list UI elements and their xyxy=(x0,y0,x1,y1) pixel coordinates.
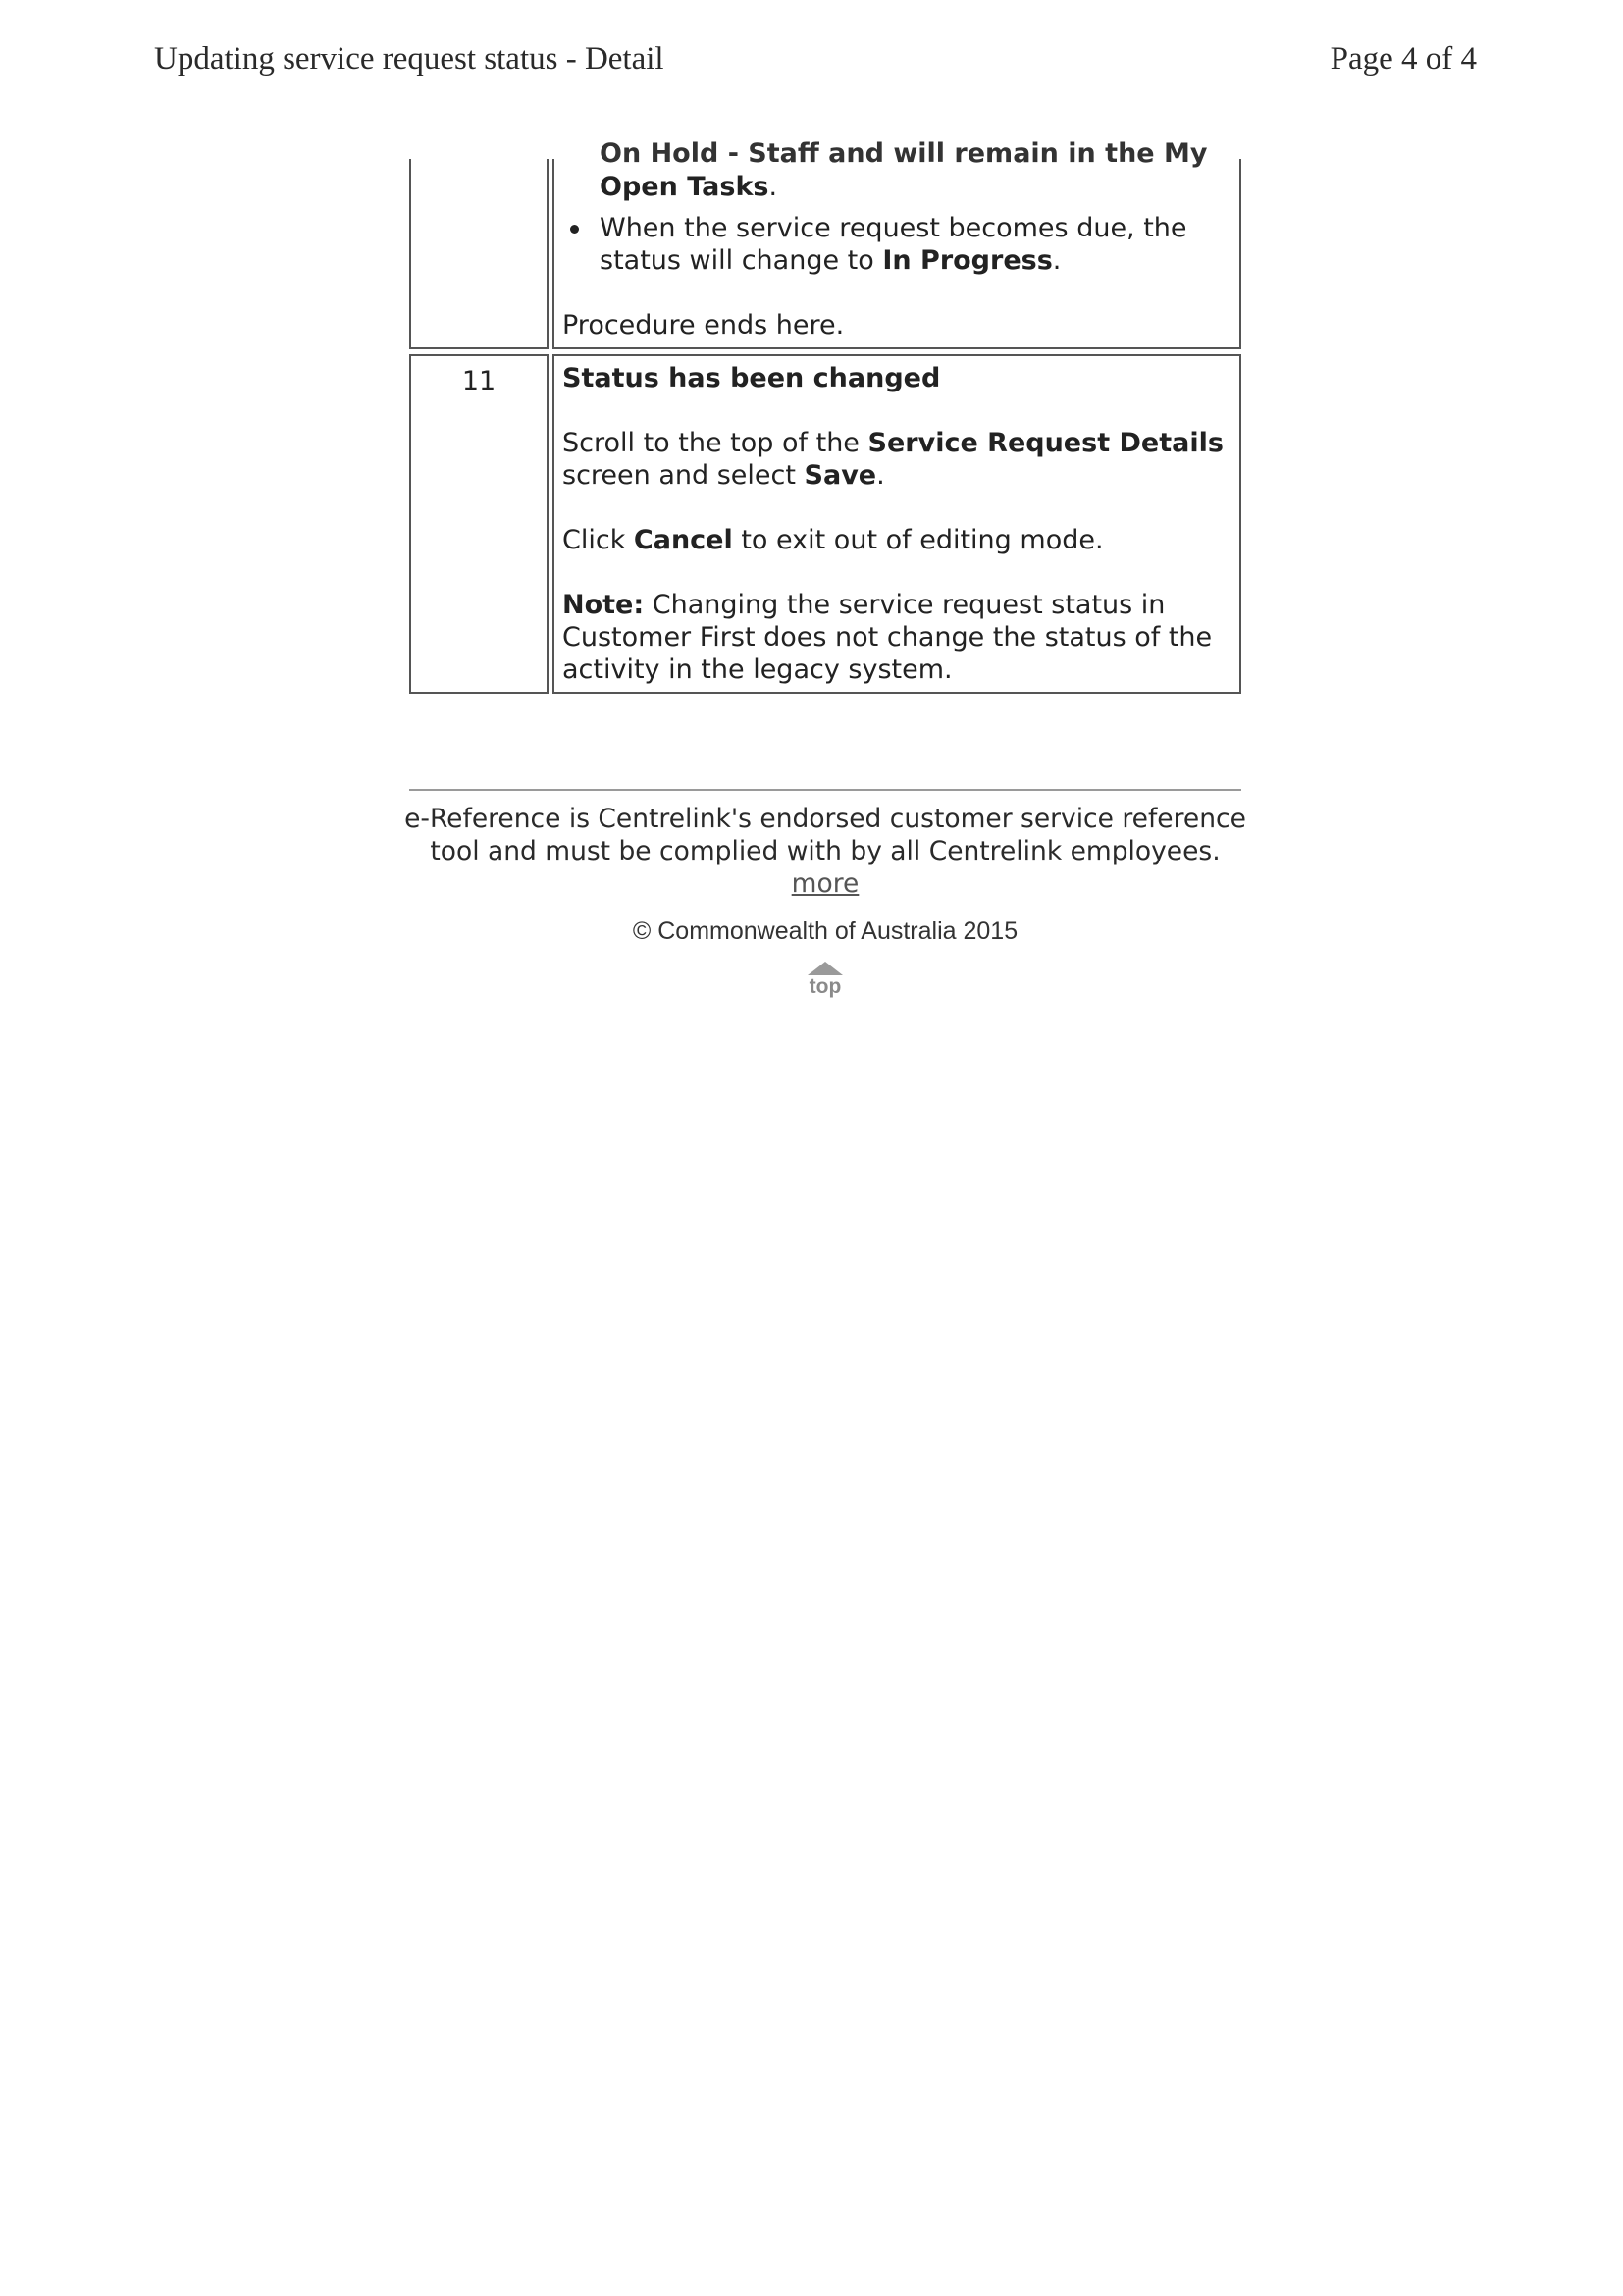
table-row-continued xyxy=(409,138,1241,349)
step-content-cell xyxy=(552,354,1241,694)
up-arrow-icon xyxy=(808,962,843,975)
footer-text-line-1: e-Reference is Centrelink's endorsed customer service reference xyxy=(404,804,1246,834)
copyright-text: © Commonwealth of Australia 2015 xyxy=(632,917,1019,945)
more-link[interactable]: more xyxy=(791,868,860,899)
list-item: Open Tasks. xyxy=(600,172,778,202)
footer-text-line-2: tool and must be complied with by all Centrelink employees. xyxy=(430,836,1221,866)
footer-divider xyxy=(409,789,1241,791)
bullet-list xyxy=(562,171,1231,277)
procedure-table xyxy=(409,138,1241,694)
table-row-step-11 xyxy=(409,354,1241,694)
step-content-cell xyxy=(552,138,1241,349)
step-instruction-save: Scroll to the top of the Service Request Details screen and select Save. xyxy=(562,428,1224,491)
step-number-cell xyxy=(409,159,549,349)
step-instruction-cancel: Click Cancel to exit out of editing mode. xyxy=(562,525,1104,555)
step-heading: Status has been changed xyxy=(562,363,941,393)
page-header-title: Updating service request status - Detail xyxy=(154,41,664,77)
step-number: 11 xyxy=(409,354,549,694)
clipped-text-line: On Hold - Staff and will remain in the My xyxy=(600,138,1208,169)
list-item: When the service request becomes due, the status will change to In Progress. xyxy=(600,212,1231,277)
procedure-end-text: Procedure ends here. xyxy=(562,310,845,340)
step-note: Note: Changing the service request status in Customer First does not change the status of the activity in the legacy system. xyxy=(562,590,1213,685)
footer xyxy=(393,803,1258,1001)
page-number: Page 4 of 4 xyxy=(1330,41,1477,77)
back-to-top-button[interactable]: top xyxy=(808,962,843,997)
